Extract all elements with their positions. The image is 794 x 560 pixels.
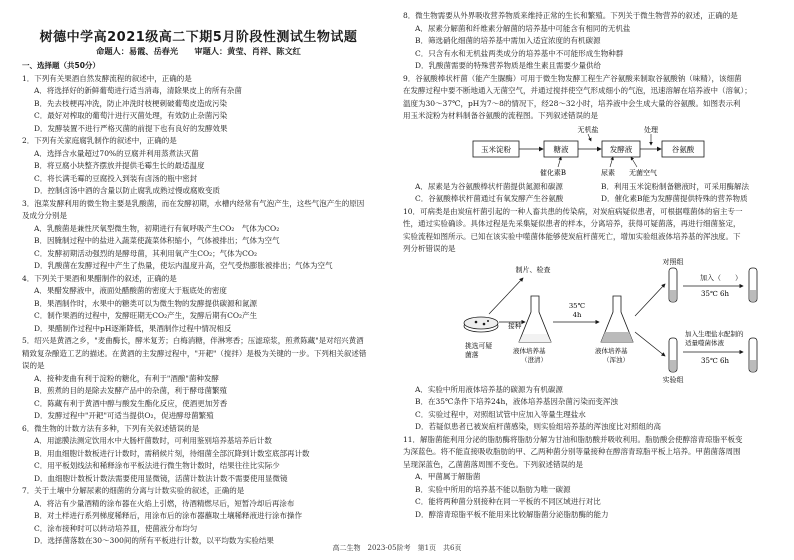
answer-option: D．乳酸菌在发酵过程中产生了热量，使坛内温度升高，空气受热膨胀被排出；气体为空气 (34, 261, 333, 270)
answer-option: B．对土样进行系列梯度稀释后，用涂布后的涂布器蘸取土壤稀释液进行涂布操作 (34, 511, 303, 520)
flow-bottom3-label: 无菌空气 (629, 168, 657, 177)
question-line: 6．微生物的计数方法有多种，下列有关叙述错误的是 (22, 423, 200, 433)
medium-b-label-1: 液体培养基 (595, 346, 628, 355)
answer-option-row (403, 181, 775, 194)
question-line: 4．下列关于果酒和果醋制作的叙述，正确的是 (22, 273, 177, 283)
answer-option: B．将豆腐小块整齐摆放并提供毛霉生长的最适温度 (34, 161, 205, 170)
question-line: 5．绍兴是黄酒之乡，"麦曲酶长，酵米复芳；白梅消糖，伴淋寒香；压滤琼浆，煎煮陈藏"是对绍兴黄酒 (22, 336, 364, 345)
q10-lines (403, 206, 775, 256)
question-line: 为深蓝色。将不能直接吸收脂肪的甲、乙两种菌分别等量接种在醇溶青琼脂平板上培养。甲菌菌落周围 (403, 447, 741, 456)
answer-option: A．甲菌属于解脂菌 (415, 472, 481, 481)
answer-option: D．发酵装置不进行严格灭菌的前提下也有良好的发酵效果 (34, 123, 228, 133)
question-line: 温度为30～37℃，pH为7～8的情况下，经28～32小时，培养液中会生成大量的谷氨酸。如图表示利 (403, 98, 741, 108)
cond1-temp: 35℃ (568, 301, 586, 310)
question-line: 呈现深蓝色，乙菌菌落周围不变色。下列叙述错误的是 (403, 459, 583, 469)
question-line: 11．解脂菌能利用分泌的脂肪酶将脂肪分解为甘油和脂肪酸并吸收利用。脂肪酸会使醇溶青琼脂平板变 (403, 434, 743, 444)
authors-line: 命题人：易霞、岳春光 审题人：黄莹、肖祥、陈文红 (96, 46, 301, 56)
answer-option: B．因腌制过程中的盐进入蔬菜使蔬菜体积缩小，气体被排出；气体为空气 (34, 236, 280, 245)
question-line: 误的是 (22, 361, 45, 370)
flow-start-label: 玉米淀粉 (481, 144, 511, 154)
inoc-label: 接种 (508, 321, 522, 330)
answer-option: C．发酵初期活动强烈的是酵母菌，其利用氧产生CO₂；气体为CO₂ (34, 248, 258, 258)
question-line: 精致复杂酿造工艺的描述。在黄酒的主发酵过程中，"开耙"（搅拌）是极为关键的一步。下列相关叙述错 (22, 348, 367, 358)
answer-option-row (403, 193, 775, 206)
answer-option: C．用平板划线法和稀释涂布平板法进行微生物计数时，结果往往比实际少 (34, 461, 280, 470)
question-line: 3．泡菜发酵利用的微生物主要是乳酸菌，而在发酵初期，水槽内经常有气泡产生，这些气泡产生的原因 (22, 198, 365, 208)
question-line: 在发酵过程中要不断地通入无菌空气，并通过搅拌使空气形成细小的气泡，迅速溶解在培养液中（溶氧）； (403, 86, 752, 95)
question-line: 列分析错误的是 (403, 244, 456, 253)
flow-bottom1-label: 催化素B (539, 168, 567, 177)
answer-option: C．实验过程中，对照组试管中应加入等量生理盐水 (415, 409, 586, 419)
answer-option: B．筛选硝化细菌的培养基中需加入适宜浓度的有机碳源 (415, 36, 601, 45)
answer-option: C．谷氨酸棒状杆菌通过有氧发酵产生谷氨酸 (415, 194, 564, 203)
answer-option: A．将沾有少量酒精的涂布器在火焰上引燃，待酒精燃尽后，短暂冷却后再涂布 (34, 498, 295, 508)
answer-option: B．果酒制作时，水果中的糖类可以为微生物的发酵提供碳源和氮源 (34, 298, 258, 308)
cond1-time: 4h (572, 310, 582, 319)
question-line: 2．下列有关家庭腐乳制作的叙述中，正确的是 (22, 136, 177, 145)
answer-option: C．将长满毛霉的豆腐投入到装有卤汤的瓶中密封 (34, 173, 198, 183)
answer-option: A．将选择好的新鲜葡萄进行适当消毒，清除果皮上的所有杂菌 (34, 86, 242, 95)
answer-option: D．血细胞计数板计数法需要使用显微镜，活菌计数法计数不需要使用显微镜 (34, 473, 288, 483)
answer-option: D．控制卤汤中酒的含量以防止腐乳成熟过慢或腐败变质 (34, 186, 221, 195)
question-line: 9．谷氨酸棒状杆菌（能产生脲酶）可用于微生物发酵工程生产谷氨酸来制取谷氨酸钠（味精），该细菌 (403, 73, 742, 83)
medium-a-label-1: 液体培养基 (513, 346, 546, 355)
answer-option: B．利用玉米淀粉制备糖液时，可采用酶解法 (601, 181, 750, 191)
question-line: 用玉米淀粉为材料制备谷氨酸的流程图。下列叙述错误的是 (403, 111, 598, 120)
right-column (403, 10, 775, 521)
right-question-lines-top (403, 10, 775, 123)
left-question-lines (22, 73, 394, 548)
answer-option: D．乳酸菌需要的特殊营养物质是维生素且需要少量供给 (415, 61, 602, 70)
control-label: 对照组 (662, 257, 684, 266)
answer-option: D．若疑似患者已被炭疽杆菌感染，则实验组培养基的浑浊度比对照组的高 (415, 422, 662, 431)
question-line: 及成分分别是 (22, 211, 67, 220)
add-label: 加入（ ） (700, 273, 742, 282)
question-line: 7．关于土壤中分解尿素的细菌的分离与计数实验的叙述，正确的是 (22, 486, 245, 495)
question-line: 1．下列有关果酒自然发酵流程的叙述中，正确的是 (22, 73, 192, 83)
answer-option: A．实验中所用液体培养基的碳源为有机碳源 (415, 384, 563, 394)
experiment-figure-q10 (403, 256, 775, 384)
prep-label: 制片、检查 (515, 265, 551, 274)
flow-end-label: 谷氨酸 (671, 144, 695, 154)
answer-option: D．发酵过程中"开耙"可适当提供O₂，促进酵母菌繁殖 (34, 411, 214, 420)
answer-option: A．用滤膜法测定饮用水中大肠杆菌数时，可利用鉴别培养基培养后计数 (34, 436, 272, 445)
cond3-label: 35℃ 6h (701, 356, 729, 365)
cond2-label: 35℃ 6h (701, 289, 729, 298)
medium-a-label-2: （澄清） (521, 355, 547, 364)
flow-mid1-label: 糖液 (553, 144, 569, 154)
answer-option: C．只含有水和无机盐两类成分的培养基中不可能形成生物种群 (415, 48, 624, 58)
question-line: 10．可病类是由炭疽杆菌引起的一种人畜共患的传染病，对炭疽病疑似患者，可根据噬菌体的宿主专一 (403, 206, 743, 216)
answer-option: A．乳酸菌是兼性厌氧型微生物，初期进行有氧呼吸产生CO₂ 气体为CO₂ (34, 223, 280, 233)
answer-option: C．最好对榨取的葡萄汁进行灭菌处理，有效防止杂菌污染 (34, 111, 228, 120)
medium-b-label-2: （浑浊） (603, 355, 629, 364)
add2-label-2: 适量噬菌体液 (685, 338, 724, 347)
right-question-lines-bottom (403, 384, 775, 522)
answer-option: D．醇溶青琼脂平板不能用来比较解脂菌分泌脂肪酶的能力 (415, 509, 609, 519)
page-footer: 高二生物 2023-05阶考 第1页 共6页 (332, 544, 462, 552)
question-line: 8．微生物需要从外界吸收营养物质来维持正常的生长和繁殖。下列关于微生物营养的叙述，正确的是 (403, 11, 738, 20)
answer-option: C．制作果酒的过程中，发酵旺期无CO₂产生，发酵后期有CO₂产生 (34, 311, 258, 320)
add2-label-1: 加入生理盐水配制的 (685, 329, 744, 338)
question-line: 实验流程如图所示。已知在该实验中噬菌体能够使炭疽杆菌死亡，增加实验组液体培养基的浑浊度。下 (403, 231, 741, 241)
answer-option: B．用血细胞计数板进行计数时，需稍候片刻，待细菌全部沉降到计数室底部再计数 (34, 448, 310, 458)
answer-option: B．先去枝梗再冲洗，防止冲洗时枝梗刺破葡萄皮造成污染 (34, 98, 228, 108)
left-column (22, 60, 394, 548)
answer-option: A．选择含水量超过70%的豆腐并利用蒸煮法灭菌 (34, 148, 199, 158)
answer-option: C．陈藏有利于黄酒中醇与酸发生酯化反应，使酒更加芳香 (34, 398, 228, 408)
sample-label-2: 菌落 (465, 350, 479, 359)
answer-option: D．催化素B能为发酵菌提供特殊的营养物质 (601, 194, 748, 203)
q9-options (403, 181, 775, 206)
exp-label: 实验组 (662, 375, 684, 384)
flow-top2-label: 处理 (644, 125, 658, 134)
section-heading: 一、选择题（共50分） (22, 61, 100, 70)
answer-option: C．涂布接种时可以转动培养皿，使菌液分布均匀 (34, 523, 198, 533)
answer-option: C．能将两种菌分别接种在同一平板的不同区域进行对比 (415, 497, 601, 506)
answer-option: B．在35℃条件下培养24h，液体培养基因杂菌污染而变浑浊 (415, 397, 618, 406)
experiment-svg (403, 256, 775, 384)
page-title: 树德中学高2021级高二下期5月阶段性测试生物试题 (39, 30, 358, 45)
flow-top1-label: 无机盐 (577, 125, 599, 134)
answer-option: B．煎煮的目的是除去发酵产品中的杂菌，利于酵母菌繁殖 (34, 386, 228, 395)
question-line: 性，通过实验确诊。具体过程是先采集疑似患者的样本，分离培养，获得可疑菌落，再进行细菌鉴定， (403, 219, 741, 228)
flow-mid2-label: 发酵液 (609, 144, 633, 154)
sample-label-1: 挑选可疑 (465, 341, 493, 350)
answer-option: A．果醋发酵液中，液面处醋酸菌的密度大于瓶底处的密度 (34, 286, 227, 295)
answer-option: D．选择菌落数在30～300间的所有平板进行计数，以平均数为实验结果 (34, 536, 274, 545)
flowchart-svg (403, 123, 775, 181)
answer-option: D．果醋制作过程中pH逐渐降低，果酒制作过程中情况相反 (34, 323, 232, 333)
answer-option: B．实验中所用的培养基不能以脂肪为唯一碳源 (415, 484, 571, 494)
flow-bottom2-label: 尿素 (601, 168, 615, 177)
answer-option: A．接种麦曲有利于淀粉的糖化，有利于"酒酿"菌种发酵 (34, 373, 219, 383)
answer-option: A．尿素是为谷氨酸棒状杆菌提供氮源和碳源 (415, 181, 563, 191)
answer-option: A．尿素分解菌和纤维素分解菌的培养基中可能含有相同的无机盐 (415, 23, 631, 33)
flowchart-q9 (403, 123, 775, 181)
